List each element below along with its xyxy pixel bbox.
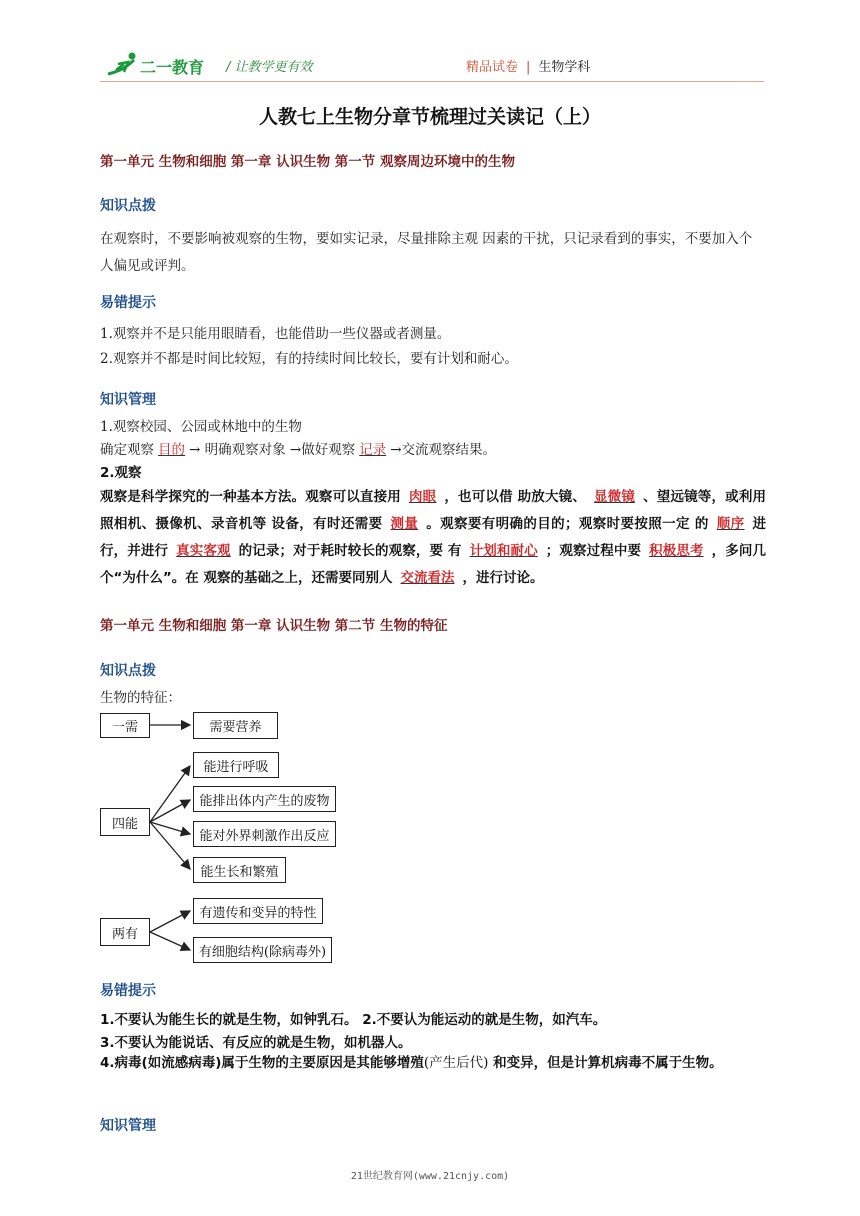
brand-name: 二一教育 (140, 58, 205, 77)
para-text: 的记录；对于耗时较长的观察，要 有 (238, 543, 462, 559)
tag-premium: 精品试卷 (466, 60, 519, 75)
para-text: ，进行讨论。 (462, 570, 544, 586)
page-footer: 21世纪教育网(www.21cnjy.com) (350, 1171, 510, 1182)
blank-order: 顺序 (716, 516, 745, 532)
section2-ycts-label: 易错提示 (100, 983, 156, 999)
diagram-item-respiration: 能进行呼吸 (193, 752, 279, 778)
ycts4-text-a: 4.病毒(如流感病毒)属于生物的主要原因是其能够增殖 (100, 1055, 424, 1071)
diagram-item-excretion: 能排出体内产生的废物 (193, 786, 336, 812)
section2-heading: 第一单元 生物和细胞 第一章 认识生物 第二节 生物的特征 (100, 618, 448, 634)
diagram-item-cell-structure: 有细胞结构(除病毒外) (193, 937, 332, 963)
ycts4-text-c: 和变异，但是计算机病毒不属于生物。 (488, 1055, 723, 1071)
ycts4-text-b: (产生后代) (423, 1055, 489, 1071)
section1-ycts-label: 易错提示 (100, 295, 156, 311)
blank-objective: 真实客观 (176, 543, 231, 559)
section2-ycts-line-4 (100, 1051, 766, 1075)
section2-zsgl-label: 知识管理 (100, 1118, 156, 1134)
para-text: 观察是科学探究的一种基本方法。观察可以直接用 (100, 489, 401, 505)
diagram-item-heredity: 有遗传和变异的特性 (193, 898, 323, 924)
blank-plan-patience: 计划和耐心 (469, 543, 538, 559)
section1-heading: 第一单元 生物和细胞 第一章 认识生物 第一节 观察周边环境中的生物 (100, 154, 515, 170)
para-text: 、望远镜等，或利用照相机、摄像机、录音机等 设备，有时还需要 (100, 489, 767, 532)
diagram-group-one-need: 一需 (100, 713, 150, 738)
para-text: 。观察要有明确的目的；观察时要按照一定 的 (426, 516, 709, 532)
section1-zsdb-text: 在观察时，不要影响被观察的生物，要如实记录，尽量排除主观 因素的干扰，只记录看到的事实，不要加入个人偏见或评判。 (100, 231, 753, 274)
blank-record: 记录 (359, 442, 387, 458)
line2-text-b: → 明确观察对象 →做好观察 (189, 442, 356, 458)
para-text: 进行，并进行 (100, 516, 767, 559)
section1-zsgl-label: 知识管理 (100, 392, 156, 408)
section2-ycts-line-2: 3.不要认为能说话、有反应的就是生物，如机器人。 (100, 1035, 412, 1051)
line2-text-a: 确定观察 (100, 442, 154, 458)
section2-ycts-line-1: 1.不要认为能生长的就是生物，如钟乳石。 2.不要认为能运动的就是生物，如汽车。 (100, 1012, 607, 1028)
para-text: ，多问几个“为什么”。在 观察的基础之上，还需要同别人 (100, 543, 767, 586)
slogan: / 让教学更有效 (226, 60, 313, 75)
diagram-group-two-haves: 两有 (100, 918, 150, 946)
blank-measure: 测量 (390, 516, 419, 532)
section1-zsgl-line3: 2.观察 (100, 465, 142, 481)
diagram-item-growth: 能生长和繁殖 (193, 857, 286, 883)
para-text: ，也可以借 助放大镜、 (444, 489, 587, 505)
para-text: ；观察过程中要 (545, 543, 642, 559)
line2-text-c: →交流观察结果。 (390, 442, 497, 458)
section2-intro: 生物的特征： (100, 690, 181, 706)
tag-separator: | (526, 60, 531, 75)
page-title: 人教七上生物分章节梳理过关读记（上） (258, 106, 601, 128)
section1-zsgl-line1: 1.观察校园、公园或林地中的生物 (100, 419, 302, 435)
blank-purpose: 目的 (158, 442, 185, 458)
section1-ycts-item-1: 1.观察并不是只能用眼睛看，也能借助一些仪器或者测量。 (100, 326, 451, 342)
section2-zsdb-label: 知识点拨 (100, 663, 156, 679)
blank-exchange-views: 交流看法 (400, 570, 455, 586)
diagram-group-four-abilities: 四能 (100, 808, 150, 836)
blank-microscope: 显微镜 (594, 489, 636, 505)
blank-naked-eye: 肉眼 (408, 489, 437, 505)
blank-think-actively: 积极思考 (649, 543, 704, 559)
tag-subject: 生物学科 (538, 60, 591, 75)
diagram-item-nutrition: 需要营养 (193, 712, 278, 739)
section1-zsdb-label: 知识点拨 (100, 198, 156, 214)
section1-ycts-item-2: 2.观察并不都是时间比较短，有的持续时间比较长，要有计划和耐心。 (100, 351, 518, 367)
diagram-item-response: 能对外界刺激作出反应 (193, 821, 336, 847)
